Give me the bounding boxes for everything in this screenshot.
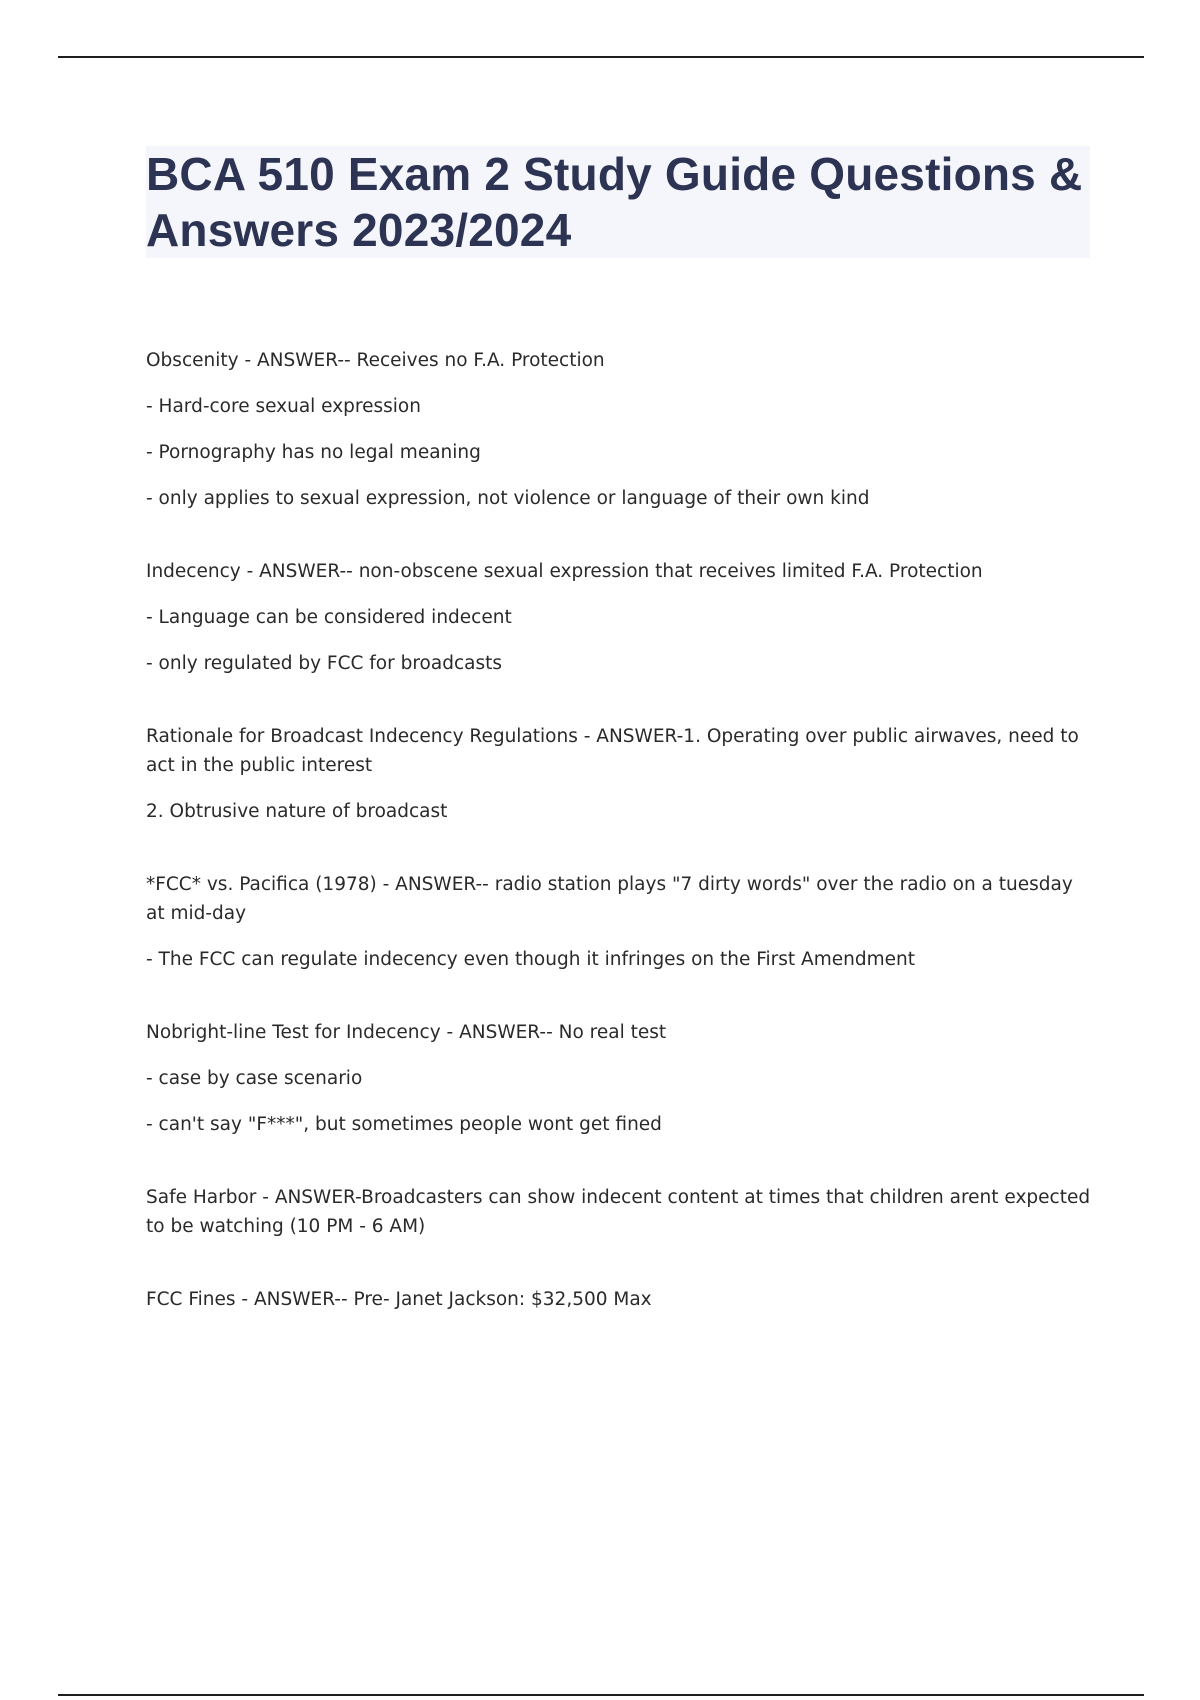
qa-answer-line: - The FCC can regulate indecency even though it infringes on the First Amendment: [146, 949, 915, 970]
qa-item-safe-harbor: [146, 1183, 1096, 1241]
qa-answer-line: - Pornography has no legal meaning: [146, 442, 481, 463]
qa-question-line: Rationale for Broadcast Indecency Regulations - ANSWER-1. Operating over public airwaves, need to act in the public interest: [146, 726, 1079, 776]
bottom-rule: [58, 1694, 1144, 1696]
qa-item-obscenity: [146, 346, 1096, 513]
top-rule: [58, 56, 1144, 58]
qa-answer-line: - Hard-core sexual expression: [146, 396, 421, 417]
qa-answer-line: - only applies to sexual expression, not violence or language of their own kind: [146, 488, 870, 509]
qa-item-rationale: [146, 722, 1096, 826]
qa-item-bright-line-test: [146, 1018, 1096, 1139]
qa-question-line: Obscenity - ANSWER-- Receives no F.A. Protection: [146, 350, 605, 371]
document-body: [146, 346, 1096, 1358]
qa-item-fcc-fines: [146, 1285, 1096, 1314]
qa-answer-line: - only regulated by FCC for broadcasts: [146, 653, 502, 674]
qa-answer-line: - case by case scenario: [146, 1068, 363, 1089]
qa-question-line: Safe Harbor - ANSWER-Broadcasters can show indecent content at times that children arent expected to be watching (10 PM - 6 AM): [146, 1187, 1091, 1237]
qa-item-indecency: [146, 557, 1096, 678]
qa-answer-line: - can't say "F***", but sometimes people wont get fined: [146, 1114, 662, 1135]
qa-question-line: *FCC* vs. Pacifica (1978) - ANSWER-- radio station plays "7 dirty words" over the radio on a tuesday at mid-day: [146, 874, 1073, 924]
qa-question-line: Nobright-line Test for Indecency - ANSWER-- No real test: [146, 1022, 667, 1043]
qa-question-line: FCC Fines - ANSWER-- Pre- Janet Jackson: $32,500 Max: [146, 1289, 652, 1310]
qa-item-fcc-vs-pacifica: [146, 870, 1096, 974]
title-banner: [146, 146, 1090, 258]
document-title: BCA 510 Exam 2 Study Guide Questions & Answers 2023/2024: [146, 148, 1083, 256]
qa-question-line: Indecency - ANSWER-- non-obscene sexual expression that receives limited F.A. Protection: [146, 561, 983, 582]
qa-answer-line: - Language can be considered indecent: [146, 607, 512, 628]
qa-answer-line: 2. Obtrusive nature of broadcast: [146, 801, 448, 822]
